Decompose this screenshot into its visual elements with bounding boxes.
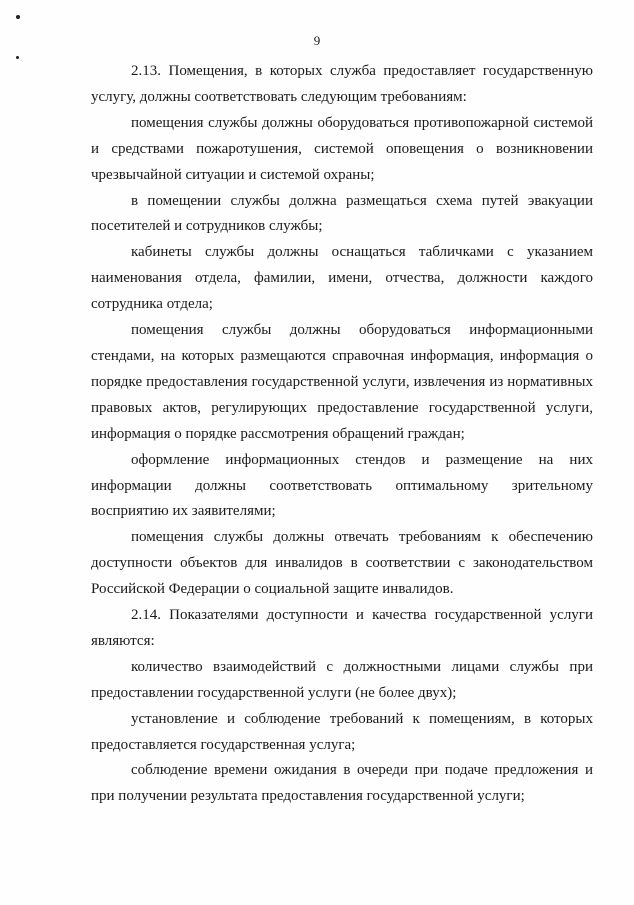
scan-mark-top [16, 15, 20, 19]
paragraph-evacuation: в помещении службы должна размещаться схема путей эвакуации посетителей и сотрудников службы; [91, 192, 593, 235]
paragraph-2-13-intro: 2.13. Помещения, в которых служба предоставляет государственную услугу, должны соответствовать следующим требованиям: [91, 63, 593, 105]
paragraph-waiting-time: соблюдение времени ожидания в очереди при подаче предложения и при получении результата предоставления государственной услуги; [91, 762, 593, 805]
page-number: 9 [313, 33, 321, 48]
paragraph-stand-design: оформление информационных стендов и размещение на них информации должны соответствовать оптимальному зрительному восприятию их заявителями; [91, 451, 593, 520]
document-body [91, 59, 593, 810]
paragraph-office-signs: кабинеты службы должны оснащаться табличками с указанием наименования отдела, фамилии, имени, отчества, должности каждого сотрудника отдела; [91, 244, 593, 313]
paragraph-2-14-intro: 2.14. Показателями доступности и качества государственной услуги являются: [91, 607, 593, 649]
paragraph-interactions: количество взаимодействий с должностными лицами службы при предоставлении государственной услуги (не более двух); [91, 658, 593, 701]
paragraph-premises-requirements: установление и соблюдение требований к помещениям, в которых предоставляется государственная услуга; [91, 710, 593, 753]
paragraph-info-stands: помещения службы должны оборудоваться информационными стендами, на которых размещаются справочная информация, информация о порядке предоставления государственной услуги, извлечения из нормативных правовых актов, регулирующих предоставление государственной услуги, информация о порядке рассмотрения обращений граждан; [91, 322, 593, 442]
scan-mark-bottom [16, 56, 19, 59]
paragraph-fire-safety: помещения службы должны оборудоваться противопожарной системой и средствами пожаротушения, системой оповещения о возникновении чрезвычайной ситуации и системой охраны; [91, 114, 593, 183]
paragraph-accessibility: помещения службы должны отвечать требованиям к обеспечению доступности объектов для инвалидов в соответствии с законодательством Российской Федерации о социальной защите инвалидов. [91, 529, 593, 598]
